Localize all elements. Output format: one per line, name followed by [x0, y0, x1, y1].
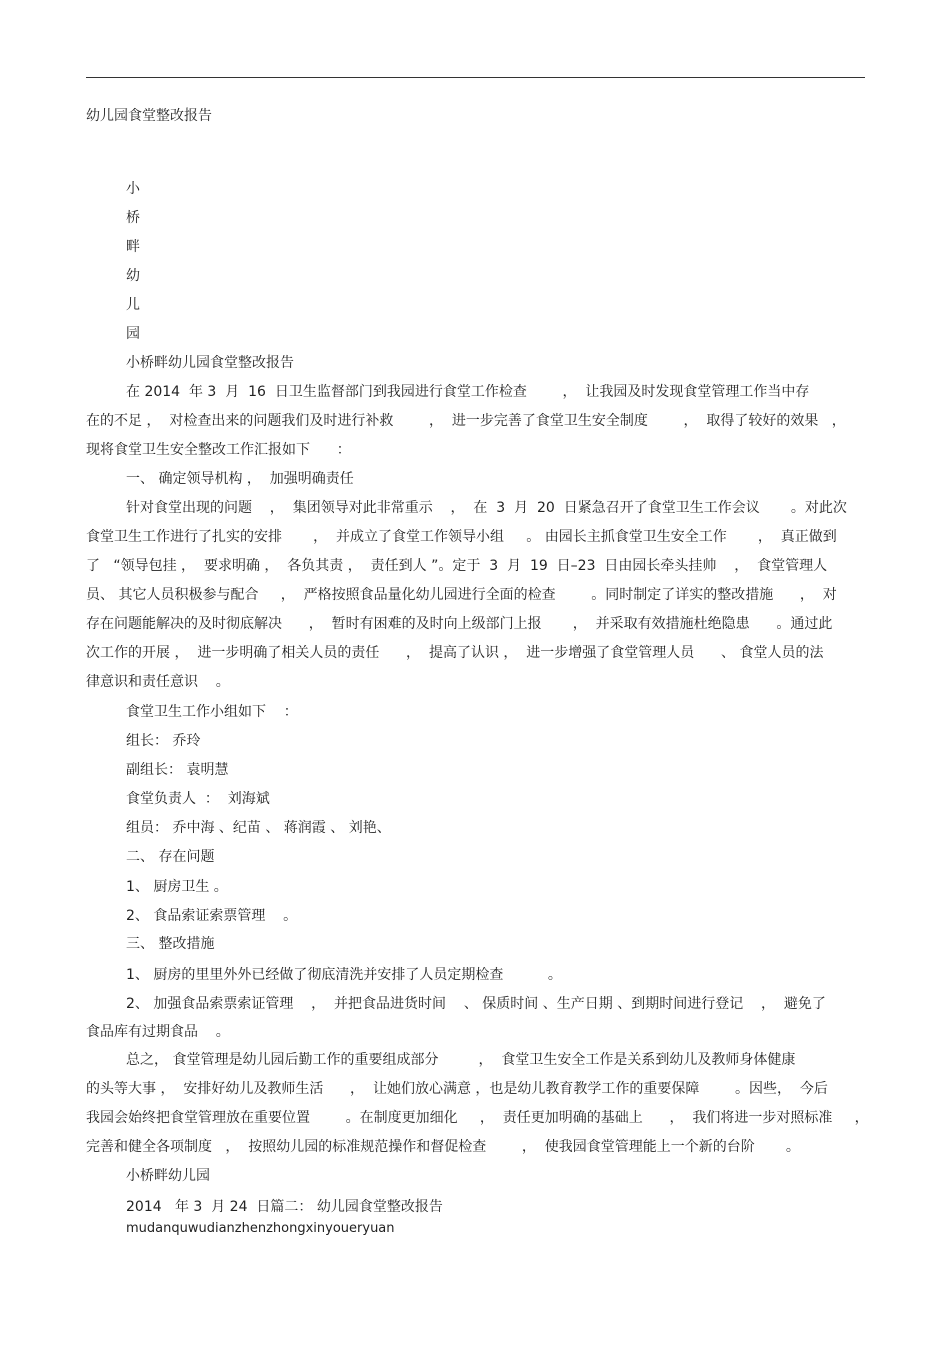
body-line: 在 2014 年 3 月 16 日卫生监督部门到我园进行食堂工作检查 ， 让我园及时发现食堂管理工作当中存	[126, 384, 810, 400]
vertical-title-char: 桥	[126, 210, 140, 226]
team-manager: 食堂负责人 ： 刘海斌	[126, 791, 270, 807]
section-heading: 三、 整改措施	[126, 936, 215, 952]
body-line: 在的不足 ， 对检查出来的问题我们及时进行补救 ， 进一步完善了食堂卫生安全制度 ， 取得了较好的效果 ，	[86, 413, 846, 429]
list-item: 2、 食品索证索票管理 。	[126, 908, 298, 924]
section-heading: 二、 存在问题	[126, 849, 215, 865]
body-line: 次工作的开展 ， 进一步明确了相关人员的责任 ， 提高了认识 ， 进一步增强了食堂管理人员 、 食堂人员的法	[86, 645, 824, 661]
vertical-title-char: 幼	[126, 268, 140, 284]
vertical-title-char: 儿	[126, 297, 140, 313]
list-item: 1、 厨房卫生 。	[126, 879, 228, 895]
list-item: 2、 加强食品索票索证管理 ， 并把食品进货时间 、 保质时间 、生产日期 、到期时间进行登记 ， 避免了	[126, 996, 826, 1012]
team-deputy: 副组长： 袁明慧	[126, 762, 229, 778]
body-line: 我园会始终把食堂管理放在重要位置 。在制度更加细化 ， 责任更加明确的基础上 ， 我们将进一步对照标准 ，	[86, 1110, 869, 1126]
body-line: 完善和健全各项制度 ， 按照幼儿园的标准规范操作和督促检查 ， 使我园食堂管理能上一个新的台阶 。	[86, 1139, 800, 1155]
vertical-title-char: 畔	[126, 239, 140, 255]
body-line: 存在问题能解决的及时彻底解决 ， 暂时有困难的及时向上级部门上报 ， 并采取有效措施杜绝隐患 。通过此	[86, 616, 833, 632]
list-item: 1、 厨房的里里外外已经做了彻底清洗并安排了人员定期检查 。	[126, 967, 562, 983]
body-line: 食品库有过期食品 。	[86, 1024, 230, 1040]
body-line: 现将食堂卫生安全整改工作汇报如下 ：	[86, 442, 351, 458]
header-rule	[86, 77, 865, 78]
body-line: 总之， 食堂管理是幼儿园后勤工作的重要组成部分 ， 食堂卫生安全工作是关系到幼儿及教师身体健康	[126, 1052, 796, 1068]
body-line: 食堂卫生工作进行了扎实的安排 ， 并成立了食堂工作领导小组 。 由园长主抓食堂卫生安全工作 ， 真正做到	[86, 529, 837, 545]
team-members: 组员： 乔中海 、纪苗 、 蒋润霞 、 刘艳、	[126, 820, 391, 836]
body-line: 针对食堂出现的问题 ， 集团领导对此非常重示 ， 在 3 月 20 日紧急召开了食堂卫生工作会议 。对此次	[126, 500, 847, 516]
body-line: 律意识和责任意识 。	[86, 674, 230, 690]
section-heading: 一、 确定领导机构 ， 加强明确责任	[126, 471, 354, 487]
body-line: 员、 其它人员积极参与配合 ， 严格按照食品量化幼儿园进行全面的检查 。同时制定了详实的整改措施 ， 对	[86, 587, 837, 603]
signature: 小桥畔幼儿园	[126, 1168, 210, 1184]
team-leader: 组长： 乔玲	[126, 733, 201, 749]
date-line: 2014 年 3 月 24 日篇二： 幼儿园食堂整改报告	[126, 1199, 443, 1215]
vertical-title-char: 园	[126, 326, 140, 342]
document-title: 幼儿园食堂整改报告	[86, 108, 212, 124]
vertical-title-char: 小	[126, 181, 140, 197]
report-heading: 小桥畔幼儿园食堂整改报告	[126, 355, 294, 371]
body-line: 了 “领导包挂 ， 要求明确 ， 各负其责 ， 责任到人 ”。定于 3 月 19 日–23 日由园长牵头挂帅 ， 食堂管理人	[86, 558, 828, 574]
body-line: 的头等大事 ， 安排好幼儿及教师生活 ， 让她们放心满意 ，也是幼儿教育教学工作的重要保障 。因些， 今后	[86, 1081, 828, 1097]
body-line: 食堂卫生工作小组如下 ：	[126, 704, 298, 720]
pinyin-line: mudanquwudianzhenzhongxinyoueryuan	[126, 1221, 395, 1236]
